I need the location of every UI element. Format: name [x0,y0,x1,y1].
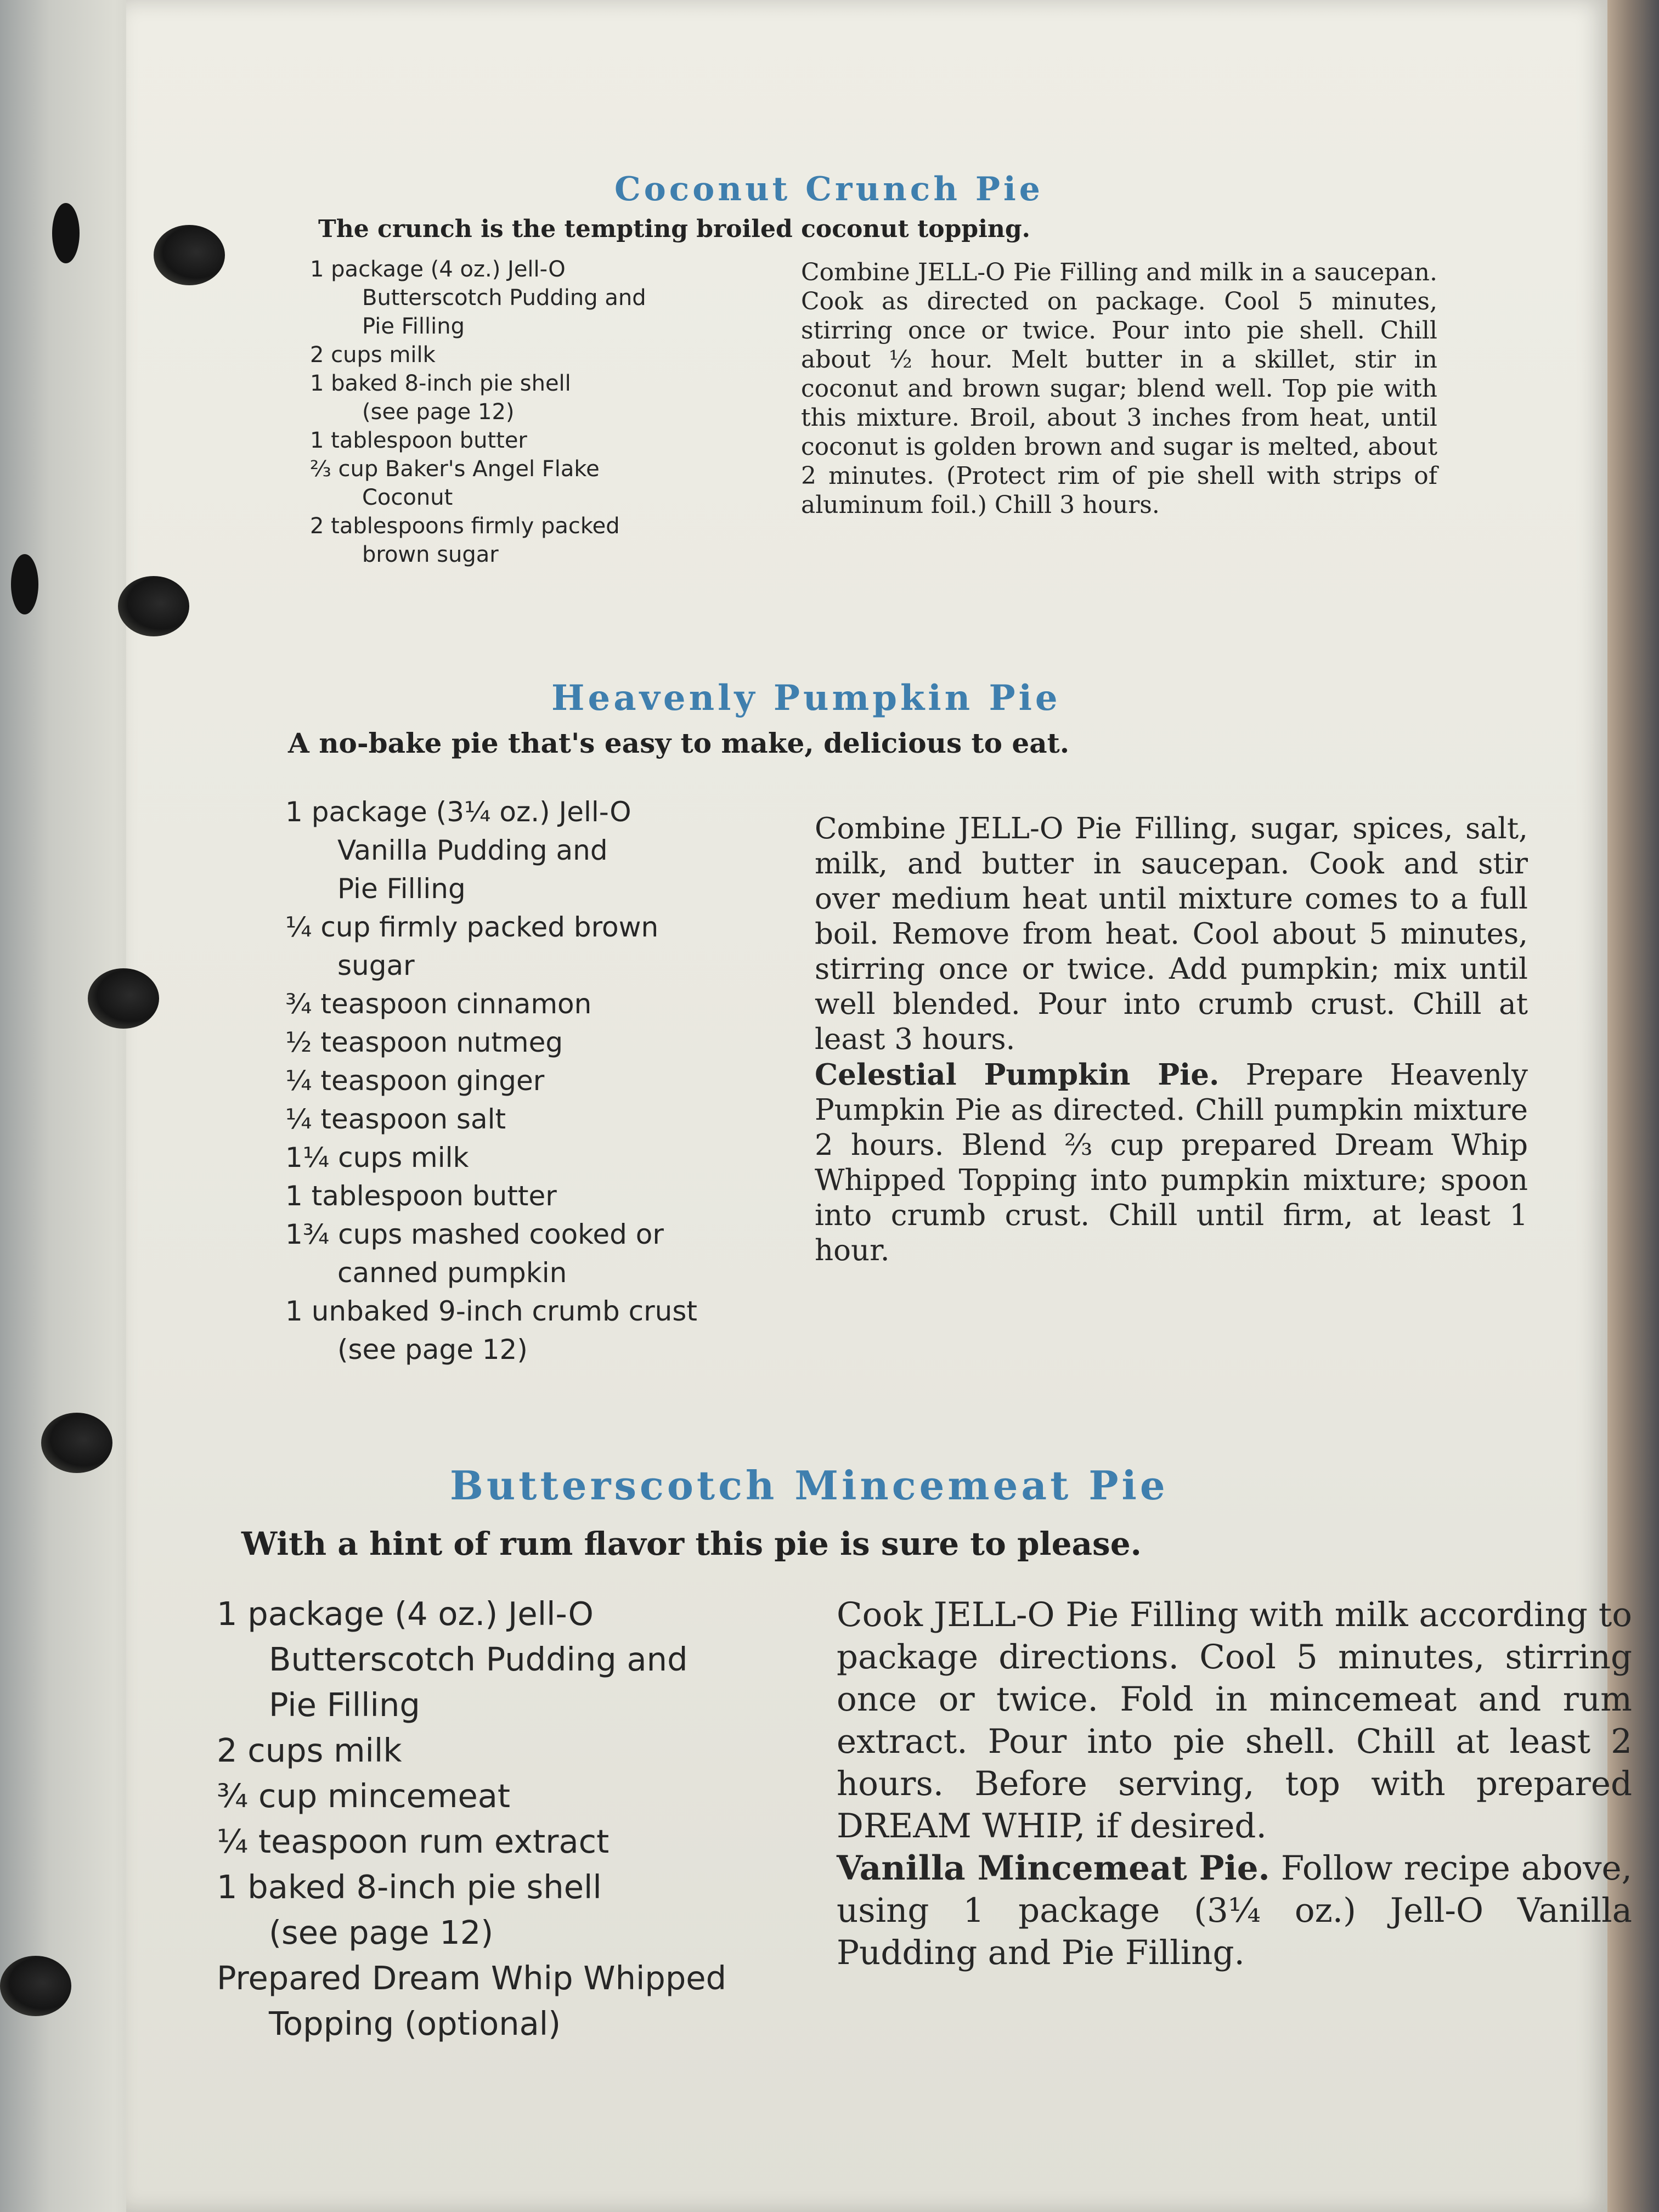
ingredient-item: ¼ teaspoon salt [285,1103,506,1135]
ingredient-item: ½ teaspoon nutmeg [285,1026,563,1058]
directions-variation: Vanilla Mincemeat Pie. Follow recipe above, using 1 package (3¼ oz.) Jell-O Vanilla Pudding and Pie Filling. [837,1849,1633,1972]
ingredient-item: 2 tablespoons firmly packed brown sugar [310,514,620,567]
binder-hole-2 [118,576,189,636]
recipe-title: Butterscotch Mincemeat Pie [450,1462,1169,1509]
binder-hole-3 [88,968,159,1029]
ingredient-item: 2 cups milk [310,342,436,368]
binder-hole-left-1 [52,203,80,263]
ingredient-item: 1 package (3¼ oz.) Jell-O Vanilla Pudding and Pie Filling [285,796,631,905]
recipe-subtitle: With a hint of rum flavor this pie is sure to please. [241,1525,1142,1562]
ingredient-item: 1 baked 8-inch pie shell (see page 12) [217,1868,602,1951]
ingredient-item: 2 cups milk [217,1731,402,1769]
directions-paragraph: Cook JELL-O Pie Filling with milk according to package directions. Cool 5 minutes, stirring once or twice. Fold in mincemeat and rum extract. Pour into pie shell. Chill at least 2 hours. Before serving, top with prepared DREAM WHIP, if desired. [837,1595,1632,1846]
directions [837,1594,1632,1974]
ingredient-list [217,1591,798,2046]
ingredient-item: 1 package (4 oz.) Jell-O Butterscotch Pudding and Pie Filling [310,257,646,339]
directions-paragraph: Combine JELL-O Pie Filling, sugar, spices, salt, milk, and butter in saucepan. Cook and stir over medium heat until mixture comes to a full boil. Remove from heat. Cool about 5 minutes, stirring once or twice. Add pumpkin; mix until well blended. Pour into crumb crust. Chill at least 3 hours. [815,812,1528,1056]
binder-hole-5 [0,1956,71,2016]
ingredient-item: 1¼ cups milk [285,1142,469,1173]
recipe-title: Heavenly Pumpkin Pie [551,678,1061,719]
ingredient-item: ¾ teaspoon cinnamon [285,988,592,1020]
ingredient-item: 1 baked 8-inch pie shell (see page 12) [310,371,571,425]
binder-hole-left-2 [11,554,38,614]
recipe-subtitle: A no-bake pie that's easy to make, delicious to eat. [288,727,1070,759]
directions-variation: Celestial Pumpkin Pie. Prepare Heavenly Pumpkin Pie as directed. Chill pumpkin mixture 2 hours. Blend ⅔ cup prepared Dream Whip Whipped Topping into pumpkin mixture; spoon into crumb crust. Chill until firm, at least 1 hour. [815,1058,1528,1267]
binder-hole-4 [41,1413,112,1473]
recipe-subtitle: The crunch is the tempting broiled coconut topping. [318,215,1030,243]
directions [801,258,1437,520]
ingredient-item: ¾ cup mincemeat [217,1777,511,1815]
ingredient-item: 1 unbaked 9-inch crumb crust (see page 12) [285,1295,698,1365]
directions-paragraph: Combine JELL-O Pie Filling and milk in a saucepan. Cook as directed on package. Cool 5 minutes, stirring once or twice. Pour into pie shell. Chill about ½ hour. Melt butter in a skillet, stir in coconut and brown sugar; blend well. Top pie with this mixture. Broil, about 3 inches from heat, until coconut is golden brown and sugar is melted, about 2 minutes. (Protect rim of pie shell with strips of aluminum foil.) Chill 3 hours. [801,258,1437,519]
directions [815,811,1528,1268]
ingredient-item: ¼ cup firmly packed brown sugar [285,911,659,981]
ingredient-item: 1 package (4 oz.) Jell-O Butterscotch Pudding and Pie Filling [217,1595,688,1724]
book-spine [0,0,143,2212]
ingredient-list [310,255,765,569]
ingredient-item: 1 tablespoon butter [285,1180,557,1212]
ingredient-item: 1 tablespoon butter [310,428,527,453]
ingredient-list [285,793,779,1369]
binder-hole-1 [154,225,225,285]
ingredient-item: Prepared Dream Whip Whipped Topping (optional) [217,1959,727,2042]
ingredient-item: 1¾ cups mashed cooked or canned pumpkin [285,1218,664,1289]
ingredient-item: ¼ teaspoon rum extract [217,1822,610,1860]
recipe-title: Coconut Crunch Pie [614,170,1043,208]
ingredient-item: ⅔ cup Baker's Angel Flake Coconut [310,456,600,510]
ingredient-item: ¼ teaspoon ginger [285,1065,545,1097]
